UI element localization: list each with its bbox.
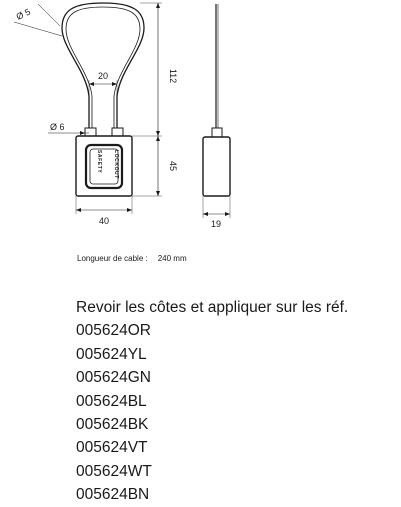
reference-item: 005624BK: [76, 416, 149, 434]
cable-shackle: [62, 3, 144, 128]
reference-item: 005624BN: [76, 486, 150, 504]
reference-item: 005624YL: [76, 345, 147, 363]
reference-item: 005624GN: [76, 369, 151, 387]
label-body-height: 45: [168, 160, 178, 172]
reference-item: 005624OR: [76, 322, 151, 340]
reference-item: 005624VT: [76, 439, 148, 457]
cable-length-line: [77, 254, 197, 263]
cable-shackle-inner: [66, 7, 140, 128]
side-body: [203, 137, 230, 196]
front-view: [14, 3, 162, 214]
label-body-thickness: 19: [210, 219, 222, 229]
right-pin-collar: [112, 128, 123, 136]
reference-item: 005624BL: [76, 392, 147, 410]
lock-face-right-text: LOCKOUT: [113, 150, 119, 179]
left-pin-collar: [85, 128, 96, 136]
instructions-block: [76, 296, 348, 507]
lock-face-left-text: SAFETY: [96, 150, 102, 174]
padlock-technical-drawing: [0, 0, 401, 240]
side-collar: [212, 128, 222, 137]
dim-line-cable-diameter: [38, 4, 60, 26]
cable-length-value: 240 mm: [157, 254, 187, 263]
reference-item: 005624WT: [76, 462, 152, 480]
side-view: [203, 4, 230, 218]
label-pin-diameter: Ø 6: [50, 122, 65, 132]
instructions-heading: Revoir les côtes et appliquer sur les réf.: [76, 299, 349, 316]
label-body-width: 40: [98, 216, 110, 226]
label-shackle-height: 112: [168, 68, 178, 84]
cable-length-label: Longueur de cable :: [77, 254, 148, 263]
label-shackle-gap: 20: [97, 71, 109, 81]
dim-line-cable-diameter: [14, 22, 62, 36]
label-cable-diameter: Ø 5: [14, 6, 33, 22]
